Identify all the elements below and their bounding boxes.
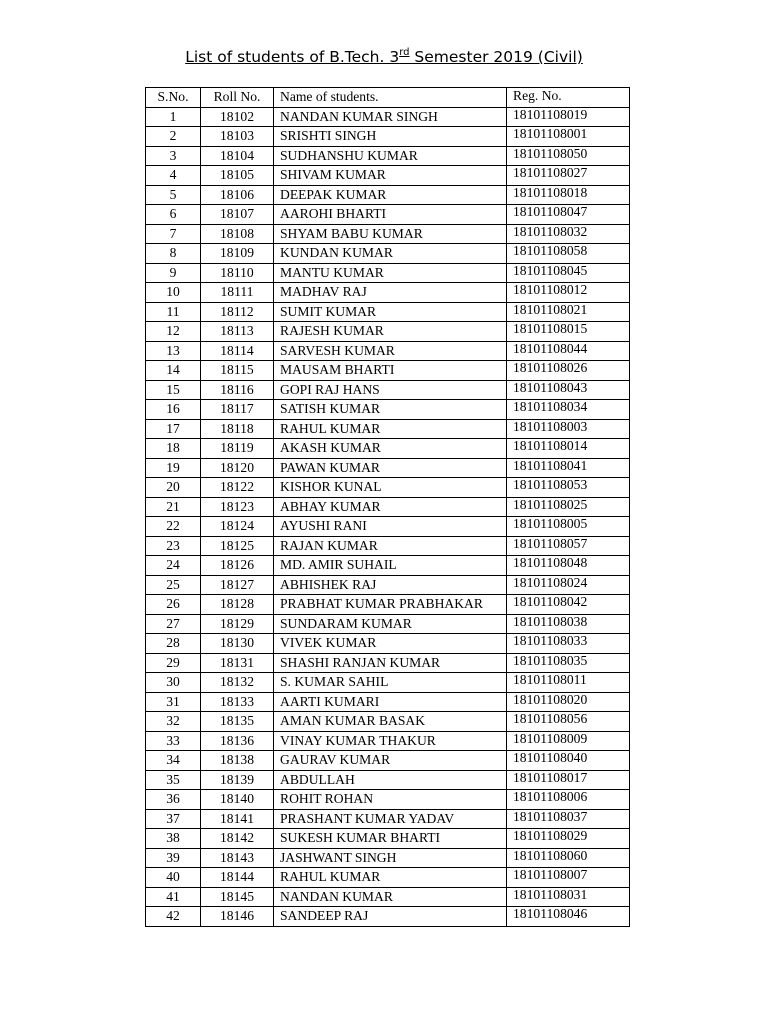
cell-roll: 18108 (201, 224, 274, 244)
cell-roll: 18113 (201, 322, 274, 342)
cell-roll: 18119 (201, 439, 274, 459)
cell-sno: 36 (146, 790, 201, 810)
cell-reg: 18101108045 (507, 263, 630, 283)
cell-roll: 18130 (201, 634, 274, 654)
student-table (145, 87, 630, 927)
table-row (146, 244, 630, 264)
header-roll: Roll No. (201, 88, 274, 108)
cell-sno: 7 (146, 224, 201, 244)
cell-reg: 18101108043 (507, 380, 630, 400)
cell-reg: 18101108035 (507, 653, 630, 673)
cell-reg: 18101108026 (507, 361, 630, 381)
cell-sno: 8 (146, 244, 201, 264)
table-row (146, 341, 630, 361)
cell-sno: 25 (146, 575, 201, 595)
cell-name: NANDAN KUMAR SINGH (274, 107, 507, 127)
cell-roll: 18105 (201, 166, 274, 186)
cell-sno: 3 (146, 146, 201, 166)
cell-reg: 18101108060 (507, 848, 630, 868)
title-main: List of students of B.Tech. 3 (185, 48, 400, 66)
table-row (146, 712, 630, 732)
cell-sno: 19 (146, 458, 201, 478)
cell-sno: 16 (146, 400, 201, 420)
cell-sno: 28 (146, 634, 201, 654)
cell-reg: 18101108018 (507, 185, 630, 205)
cell-name: VINAY KUMAR THAKUR (274, 731, 507, 751)
cell-reg: 18101108044 (507, 341, 630, 361)
cell-sno: 34 (146, 751, 201, 771)
cell-sno: 2 (146, 127, 201, 147)
table-header (146, 88, 630, 108)
cell-sno: 14 (146, 361, 201, 381)
cell-name: AARTI KUMARI (274, 692, 507, 712)
cell-reg: 18101108017 (507, 770, 630, 790)
table-row (146, 556, 630, 576)
cell-reg: 18101108053 (507, 478, 630, 498)
cell-sno: 35 (146, 770, 201, 790)
header-name: Name of students. (274, 88, 507, 108)
cell-name: JASHWANT SINGH (274, 848, 507, 868)
cell-roll: 18129 (201, 614, 274, 634)
table-row (146, 809, 630, 829)
cell-sno: 6 (146, 205, 201, 225)
cell-name: MAUSAM BHARTI (274, 361, 507, 381)
cell-reg: 18101108040 (507, 751, 630, 771)
cell-sno: 33 (146, 731, 201, 751)
cell-roll: 18111 (201, 283, 274, 303)
cell-sno: 15 (146, 380, 201, 400)
cell-roll: 18128 (201, 595, 274, 615)
cell-roll: 18138 (201, 751, 274, 771)
cell-sno: 29 (146, 653, 201, 673)
cell-reg: 18101108003 (507, 419, 630, 439)
cell-sno: 22 (146, 517, 201, 537)
cell-roll: 18118 (201, 419, 274, 439)
cell-name: PAWAN KUMAR (274, 458, 507, 478)
cell-reg: 18101108027 (507, 166, 630, 186)
table-row (146, 322, 630, 342)
title-rest: Semester 2019 (Civil) (409, 48, 583, 66)
cell-roll: 18115 (201, 361, 274, 381)
cell-sno: 24 (146, 556, 201, 576)
cell-roll: 18122 (201, 478, 274, 498)
cell-reg: 18101108046 (507, 907, 630, 927)
cell-sno: 21 (146, 497, 201, 517)
table-row (146, 497, 630, 517)
cell-sno: 40 (146, 868, 201, 888)
cell-sno: 30 (146, 673, 201, 693)
cell-name: RAHUL KUMAR (274, 419, 507, 439)
cell-name: RAJESH KUMAR (274, 322, 507, 342)
cell-name: MANTU KUMAR (274, 263, 507, 283)
table-row (146, 205, 630, 225)
cell-name: NANDAN KUMAR (274, 887, 507, 907)
cell-sno: 11 (146, 302, 201, 322)
cell-sno: 5 (146, 185, 201, 205)
table-row (146, 848, 630, 868)
table-row (146, 868, 630, 888)
cell-sno: 13 (146, 341, 201, 361)
cell-name: GOPI RAJ HANS (274, 380, 507, 400)
cell-reg: 18101108005 (507, 517, 630, 537)
cell-name: AKASH KUMAR (274, 439, 507, 459)
cell-name: ABHISHEK RAJ (274, 575, 507, 595)
table-row (146, 887, 630, 907)
table-row (146, 829, 630, 849)
cell-name: SATISH KUMAR (274, 400, 507, 420)
table-row (146, 127, 630, 147)
cell-reg: 18101108057 (507, 536, 630, 556)
cell-roll: 18131 (201, 653, 274, 673)
table-row (146, 302, 630, 322)
cell-roll: 18127 (201, 575, 274, 595)
cell-sno: 27 (146, 614, 201, 634)
cell-sno: 10 (146, 283, 201, 303)
cell-roll: 18143 (201, 848, 274, 868)
cell-name: PRASHANT KUMAR YADAV (274, 809, 507, 829)
cell-name: GAURAV KUMAR (274, 751, 507, 771)
table-row (146, 790, 630, 810)
cell-roll: 18106 (201, 185, 274, 205)
cell-roll: 18136 (201, 731, 274, 751)
cell-sno: 17 (146, 419, 201, 439)
cell-sno: 12 (146, 322, 201, 342)
cell-roll: 18117 (201, 400, 274, 420)
title-superscript: rd (399, 47, 410, 58)
cell-name: SUDHANSHU KUMAR (274, 146, 507, 166)
table-body (146, 107, 630, 926)
cell-roll: 18146 (201, 907, 274, 927)
cell-name: SUMIT KUMAR (274, 302, 507, 322)
cell-name: PRABHAT KUMAR PRABHAKAR (274, 595, 507, 615)
cell-roll: 18112 (201, 302, 274, 322)
cell-reg: 18101108058 (507, 244, 630, 264)
table-row (146, 361, 630, 381)
cell-roll: 18140 (201, 790, 274, 810)
cell-reg: 18101108014 (507, 439, 630, 459)
cell-sno: 42 (146, 907, 201, 927)
header-row (146, 88, 630, 108)
cell-roll: 18103 (201, 127, 274, 147)
cell-reg: 18101108032 (507, 224, 630, 244)
cell-name: KUNDAN KUMAR (274, 244, 507, 264)
cell-reg: 18101108037 (507, 809, 630, 829)
cell-sno: 9 (146, 263, 201, 283)
cell-reg: 18101108047 (507, 205, 630, 225)
cell-reg: 18101108048 (507, 556, 630, 576)
cell-roll: 18109 (201, 244, 274, 264)
cell-name: AYUSHI RANI (274, 517, 507, 537)
cell-name: MD. AMIR SUHAIL (274, 556, 507, 576)
cell-roll: 18107 (201, 205, 274, 225)
table-row (146, 731, 630, 751)
table-row (146, 595, 630, 615)
header-reg: Reg. No. (507, 88, 630, 108)
cell-sno: 23 (146, 536, 201, 556)
cell-reg: 18101108033 (507, 634, 630, 654)
cell-roll: 18110 (201, 263, 274, 283)
table-row (146, 380, 630, 400)
cell-roll: 18141 (201, 809, 274, 829)
cell-reg: 18101108019 (507, 107, 630, 127)
cell-reg: 18101108034 (507, 400, 630, 420)
cell-sno: 4 (146, 166, 201, 186)
cell-reg: 18101108007 (507, 868, 630, 888)
cell-roll: 18116 (201, 380, 274, 400)
cell-sno: 31 (146, 692, 201, 712)
cell-reg: 18101108029 (507, 829, 630, 849)
cell-name: SARVESH KUMAR (274, 341, 507, 361)
cell-name: RAHUL KUMAR (274, 868, 507, 888)
cell-name: SHASHI RANJAN KUMAR (274, 653, 507, 673)
cell-roll: 18133 (201, 692, 274, 712)
cell-sno: 37 (146, 809, 201, 829)
cell-reg: 18101108001 (507, 127, 630, 147)
table-row (146, 478, 630, 498)
cell-roll: 18114 (201, 341, 274, 361)
cell-roll: 18135 (201, 712, 274, 732)
cell-name: RAJAN KUMAR (274, 536, 507, 556)
cell-reg: 18101108031 (507, 887, 630, 907)
cell-reg: 18101108056 (507, 712, 630, 732)
cell-name: MADHAV RAJ (274, 283, 507, 303)
cell-reg: 18101108038 (507, 614, 630, 634)
cell-sno: 26 (146, 595, 201, 615)
cell-name: ROHIT ROHAN (274, 790, 507, 810)
cell-sno: 32 (146, 712, 201, 732)
table-row (146, 400, 630, 420)
table-row (146, 634, 630, 654)
cell-name: SHIVAM KUMAR (274, 166, 507, 186)
cell-reg: 18101108011 (507, 673, 630, 693)
cell-name: VIVEK KUMAR (274, 634, 507, 654)
cell-roll: 18144 (201, 868, 274, 888)
cell-roll: 18139 (201, 770, 274, 790)
cell-reg: 18101108015 (507, 322, 630, 342)
cell-reg: 18101108041 (507, 458, 630, 478)
table-row (146, 770, 630, 790)
cell-name: SRISHTI SINGH (274, 127, 507, 147)
table-row (146, 536, 630, 556)
cell-name: KISHOR KUNAL (274, 478, 507, 498)
table-row (146, 575, 630, 595)
table-row (146, 614, 630, 634)
cell-sno: 18 (146, 439, 201, 459)
cell-roll: 18102 (201, 107, 274, 127)
cell-roll: 18145 (201, 887, 274, 907)
cell-roll: 18124 (201, 517, 274, 537)
cell-reg: 18101108025 (507, 497, 630, 517)
cell-reg: 18101108012 (507, 283, 630, 303)
table-row (146, 439, 630, 459)
cell-reg: 18101108006 (507, 790, 630, 810)
cell-name: SUNDARAM KUMAR (274, 614, 507, 634)
cell-roll: 18126 (201, 556, 274, 576)
table-row (146, 458, 630, 478)
table-row (146, 419, 630, 439)
table-row (146, 517, 630, 537)
cell-sno: 1 (146, 107, 201, 127)
cell-reg: 18101108050 (507, 146, 630, 166)
table-row (146, 166, 630, 186)
table-row (146, 146, 630, 166)
table-row (146, 283, 630, 303)
cell-sno: 20 (146, 478, 201, 498)
cell-name: SHYAM BABU KUMAR (274, 224, 507, 244)
cell-sno: 39 (146, 848, 201, 868)
table-row (146, 107, 630, 127)
cell-roll: 18125 (201, 536, 274, 556)
cell-name: S. KUMAR SAHIL (274, 673, 507, 693)
table-row (146, 907, 630, 927)
cell-roll: 18132 (201, 673, 274, 693)
cell-sno: 38 (146, 829, 201, 849)
table-row (146, 653, 630, 673)
cell-roll: 18142 (201, 829, 274, 849)
cell-roll: 18120 (201, 458, 274, 478)
cell-reg: 18101108020 (507, 692, 630, 712)
cell-sno: 41 (146, 887, 201, 907)
cell-name: SUKESH KUMAR BHARTI (274, 829, 507, 849)
cell-name: SANDEEP RAJ (274, 907, 507, 927)
cell-roll: 18123 (201, 497, 274, 517)
cell-reg: 18101108042 (507, 595, 630, 615)
table-row (146, 751, 630, 771)
cell-name: AMAN KUMAR BASAK (274, 712, 507, 732)
cell-name: AAROHI BHARTI (274, 205, 507, 225)
cell-name: DEEPAK KUMAR (274, 185, 507, 205)
cell-reg: 18101108024 (507, 575, 630, 595)
table-row (146, 224, 630, 244)
cell-name: ABDULLAH (274, 770, 507, 790)
table-row (146, 692, 630, 712)
cell-reg: 18101108009 (507, 731, 630, 751)
table-row (146, 185, 630, 205)
table-row (146, 263, 630, 283)
cell-name: ABHAY KUMAR (274, 497, 507, 517)
cell-reg: 18101108021 (507, 302, 630, 322)
page-title (0, 47, 768, 66)
table-row (146, 673, 630, 693)
header-sno: S.No. (146, 88, 201, 108)
cell-roll: 18104 (201, 146, 274, 166)
